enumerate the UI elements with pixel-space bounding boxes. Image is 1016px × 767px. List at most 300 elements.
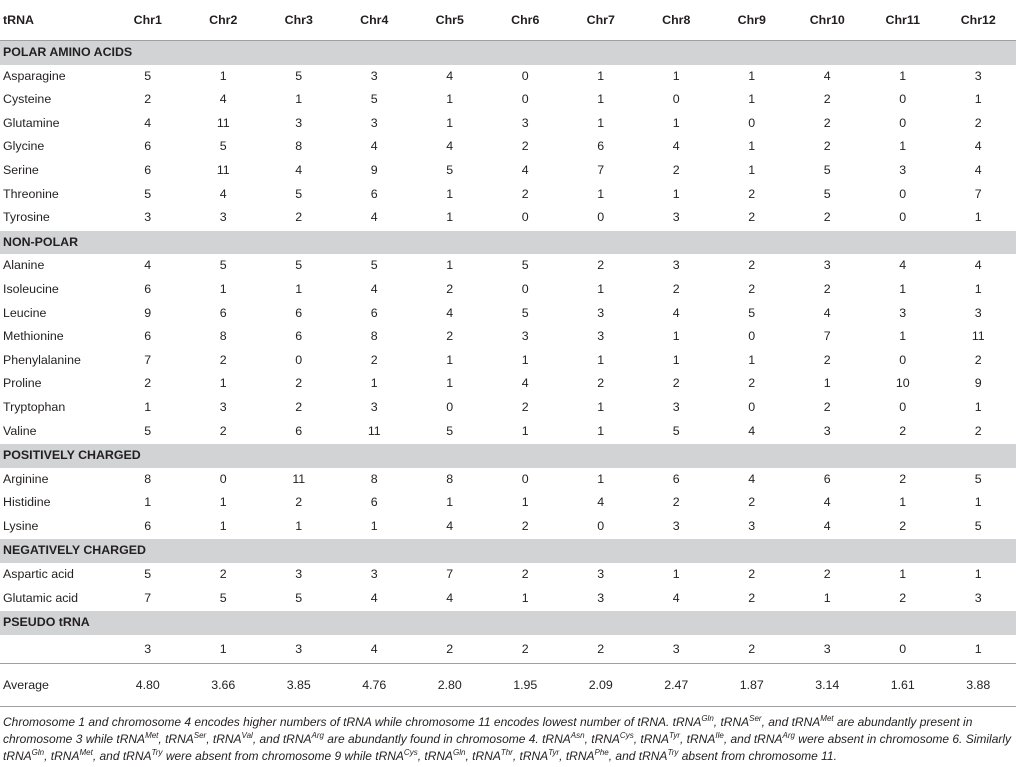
- table-row: [0, 183, 1016, 207]
- footnote-text: , tRNA: [206, 731, 242, 746]
- count-cell: 1: [219, 68, 227, 83]
- count-cell: 4: [974, 139, 982, 154]
- count-cell: 1: [446, 376, 454, 391]
- header-chr6: Chr6: [488, 0, 564, 41]
- count-cell: 1: [219, 281, 227, 296]
- count-cell: 6: [219, 305, 227, 320]
- count-cell: 7: [446, 567, 454, 582]
- count-cell: 1: [672, 329, 680, 344]
- count-cell: 2: [748, 210, 756, 225]
- count-cell: 6: [823, 471, 831, 486]
- count-cell: 1: [823, 376, 831, 391]
- count-cell: 3: [370, 399, 378, 414]
- count-cell: 1: [672, 115, 680, 130]
- count-cell: 1: [446, 210, 454, 225]
- count-cell: 3: [521, 329, 529, 344]
- count-cell: 2: [295, 495, 303, 510]
- average-cell: 3.66: [186, 663, 262, 706]
- table-row: [0, 112, 1016, 136]
- footnote-superscript: Gln: [701, 714, 714, 723]
- count-cell: 0: [899, 352, 907, 367]
- count-cell: 7: [144, 590, 152, 605]
- trna-name-cell: Alanine: [3, 258, 45, 273]
- table-row: [0, 88, 1016, 112]
- table-row: [0, 135, 1016, 159]
- count-cell: 3: [672, 210, 680, 225]
- count-cell: 4: [144, 115, 152, 130]
- count-cell: 1: [748, 92, 756, 107]
- count-cell: 5: [144, 423, 152, 438]
- trna-name-cell: Tryptophan: [3, 399, 66, 414]
- count-cell: 2: [748, 567, 756, 582]
- count-cell: 2: [748, 186, 756, 201]
- footnote-superscript: Arg: [782, 730, 795, 740]
- count-cell: 3: [370, 68, 378, 83]
- count-cell: 6: [295, 305, 303, 320]
- count-cell: 2: [899, 518, 907, 533]
- header-chr12: Chr12: [941, 0, 1016, 41]
- header-chr5: Chr5: [412, 0, 488, 41]
- count-cell: 5: [219, 139, 227, 154]
- count-cell: 2: [823, 139, 831, 154]
- count-cell: 4: [899, 258, 907, 273]
- count-cell: 4: [823, 305, 831, 320]
- count-cell: 1: [672, 186, 680, 201]
- count-cell: 1: [521, 590, 529, 605]
- count-cell: 3: [899, 305, 907, 320]
- count-cell: 5: [748, 305, 756, 320]
- footnote-text: , tRNA: [633, 731, 670, 746]
- count-cell: 1: [899, 567, 907, 582]
- average-label: Average: [0, 663, 110, 706]
- section-header-row: [0, 230, 1016, 254]
- count-cell: 5: [370, 92, 378, 107]
- count-cell: 1: [219, 641, 227, 656]
- footnote-superscript: Ser: [193, 730, 207, 740]
- average-cell: 4.80: [110, 663, 186, 706]
- count-cell: 1: [295, 518, 303, 533]
- trna-name-cell: Glutamine: [3, 115, 60, 130]
- count-cell: 3: [899, 162, 907, 177]
- count-cell: 1: [748, 162, 756, 177]
- table-row: [0, 491, 1016, 515]
- count-cell: 1: [521, 495, 529, 510]
- count-cell: 1: [446, 115, 454, 130]
- footnote-superscript: Cys: [619, 730, 634, 740]
- count-cell: 5: [446, 162, 454, 177]
- count-cell: 2: [597, 258, 605, 273]
- count-cell: 11: [367, 423, 381, 438]
- count-cell: 5: [823, 186, 831, 201]
- count-cell: 6: [144, 329, 152, 344]
- footnote-superscript: Arg: [311, 730, 324, 740]
- count-cell: 2: [748, 641, 756, 656]
- count-cell: 1: [219, 518, 227, 533]
- table-footnote: [3, 714, 1013, 764]
- trna-name-cell: Proline: [3, 376, 42, 391]
- count-cell: 6: [144, 162, 152, 177]
- count-cell: 2: [823, 399, 831, 414]
- count-cell: 1: [144, 399, 152, 414]
- count-cell: 10: [895, 376, 910, 391]
- table-row: [0, 468, 1016, 492]
- footnote-text: , tRNA: [584, 731, 620, 746]
- count-cell: 4: [823, 68, 831, 83]
- count-cell: 1: [974, 641, 982, 656]
- trna-name-cell: Aspartic acid: [3, 567, 74, 582]
- count-cell: 2: [974, 352, 982, 367]
- count-cell: 1: [295, 281, 303, 296]
- count-cell: 1: [597, 352, 605, 367]
- section-header-row: [0, 41, 1016, 65]
- count-cell: 8: [144, 471, 152, 486]
- count-cell: 11: [216, 162, 230, 177]
- count-cell: 4: [597, 495, 605, 510]
- count-cell: 0: [899, 115, 907, 130]
- count-cell: 2: [521, 641, 529, 656]
- average-cell: 1.87: [714, 663, 790, 706]
- count-cell: 2: [521, 518, 529, 533]
- count-cell: 3: [974, 305, 982, 320]
- section-header-row: [0, 444, 1016, 468]
- count-cell: 3: [219, 399, 227, 414]
- count-cell: 9: [370, 162, 378, 177]
- count-cell: 4: [672, 139, 680, 154]
- count-cell: 2: [370, 352, 378, 367]
- count-cell: 4: [974, 258, 982, 273]
- count-cell: 4: [672, 305, 680, 320]
- count-cell: 2: [446, 641, 454, 656]
- average-row: [0, 663, 1016, 706]
- average-cell: 1.61: [865, 663, 941, 706]
- count-cell: 1: [446, 258, 454, 273]
- count-cell: 1: [748, 68, 756, 83]
- count-cell: 1: [219, 495, 227, 510]
- count-cell: 1: [597, 423, 605, 438]
- table-row: [0, 278, 1016, 302]
- count-cell: 1: [974, 92, 982, 107]
- count-cell: 1: [144, 495, 152, 510]
- average-cell: 3.14: [790, 663, 866, 706]
- section-header-row: [0, 539, 1016, 563]
- header-chr3: Chr3: [261, 0, 337, 41]
- count-cell: 1: [446, 186, 454, 201]
- count-cell: 2: [823, 115, 831, 130]
- count-cell: 1: [672, 68, 680, 83]
- count-cell: 0: [521, 281, 529, 296]
- header-chr8: Chr8: [639, 0, 715, 41]
- count-cell: 2: [597, 641, 605, 656]
- trna-name-cell: Methionine: [3, 329, 64, 344]
- header-chr9: Chr9: [714, 0, 790, 41]
- table-row: [0, 635, 1016, 664]
- count-cell: 2: [295, 376, 303, 391]
- count-cell: 0: [521, 68, 529, 83]
- footnote-text: , and tRNA: [252, 731, 312, 746]
- footnote-text: were absent from chromosome 9 while tRNA: [162, 748, 404, 763]
- average-cell: 3.88: [941, 663, 1016, 706]
- count-cell: 0: [899, 641, 907, 656]
- header-trna: tRNA: [0, 0, 110, 41]
- count-cell: 2: [748, 376, 756, 391]
- count-cell: 8: [370, 329, 378, 344]
- header-chr1: Chr1: [110, 0, 186, 41]
- count-cell: 3: [672, 399, 680, 414]
- section-header-row: [0, 611, 1016, 635]
- count-cell: 1: [446, 92, 454, 107]
- count-cell: 1: [748, 352, 756, 367]
- count-cell: 5: [219, 590, 227, 605]
- footnote-text: , and tRNA: [761, 715, 821, 729]
- count-cell: 3: [672, 518, 680, 533]
- table-row: [0, 254, 1016, 278]
- trna-name-cell: Isoleucine: [3, 281, 59, 296]
- count-cell: 2: [295, 210, 303, 225]
- count-cell: 7: [597, 162, 605, 177]
- trna-name-cell: Valine: [3, 423, 37, 438]
- footnote-text: are abundantly found in chromosome 4. tRNA: [323, 731, 571, 746]
- header-chr2: Chr2: [186, 0, 262, 41]
- table-body: [0, 41, 1016, 707]
- footnote-superscript: Ser: [749, 714, 762, 723]
- count-cell: 4: [219, 92, 227, 107]
- count-cell: 6: [370, 305, 378, 320]
- count-cell: 0: [672, 92, 680, 107]
- count-cell: 1: [974, 399, 982, 414]
- count-cell: 2: [521, 186, 529, 201]
- footnote-text: are abundantly present in chromosome 3 while tRNA: [3, 715, 973, 746]
- footnote-text: , tRNA: [713, 715, 750, 729]
- trna-name-cell: [0, 635, 110, 664]
- count-cell: 3: [748, 518, 756, 533]
- count-cell: 6: [144, 139, 152, 154]
- section-title: POSITIVELY CHARGED: [0, 444, 1016, 468]
- count-cell: 11: [971, 329, 985, 344]
- count-cell: 1: [597, 68, 605, 83]
- count-cell: 5: [144, 68, 152, 83]
- average-cell: 2.80: [412, 663, 488, 706]
- count-cell: 0: [446, 399, 454, 414]
- count-cell: 2: [748, 281, 756, 296]
- footnote-superscript: Asn: [570, 730, 585, 740]
- count-cell: 5: [446, 423, 454, 438]
- count-cell: 2: [672, 162, 680, 177]
- count-cell: 5: [295, 186, 303, 201]
- count-cell: 2: [823, 352, 831, 367]
- footnote-superscript: Met: [145, 730, 159, 740]
- footnote-text: , tRNA: [417, 748, 454, 763]
- footnote-superscript: Try: [667, 747, 679, 757]
- count-cell: 2: [521, 567, 529, 582]
- count-cell: 1: [899, 139, 907, 154]
- count-cell: 2: [597, 376, 605, 391]
- count-cell: 2: [823, 92, 831, 107]
- header-chr4: Chr4: [337, 0, 413, 41]
- count-cell: 0: [899, 92, 907, 107]
- trna-name-cell: Serine: [3, 162, 39, 177]
- count-cell: 1: [597, 115, 605, 130]
- footnote-text: Chromosome 1 and chromosome 4 encodes higher numbers of tRNA while chromosome 11 encodes lowest number of tRNA. tRNA: [3, 715, 702, 729]
- count-cell: 5: [295, 590, 303, 605]
- footnote-text: , tRNA: [44, 748, 80, 763]
- table-row: [0, 325, 1016, 349]
- count-cell: 2: [521, 139, 529, 154]
- count-cell: 3: [597, 329, 605, 344]
- footnote-superscript: Met: [820, 714, 834, 723]
- footnote-text: , tRNA: [512, 748, 549, 763]
- count-cell: 0: [521, 92, 529, 107]
- count-cell: 2: [974, 423, 982, 438]
- count-cell: 8: [446, 471, 454, 486]
- count-cell: 2: [672, 376, 680, 391]
- header-chr10: Chr10: [790, 0, 866, 41]
- count-cell: 8: [370, 471, 378, 486]
- count-cell: 2: [144, 376, 152, 391]
- count-cell: 3: [597, 567, 605, 582]
- average-cell: 2.09: [563, 663, 639, 706]
- count-cell: 4: [521, 376, 529, 391]
- count-cell: 5: [295, 68, 303, 83]
- count-cell: 3: [144, 641, 152, 656]
- trna-name-cell: Glutamic acid: [3, 590, 79, 605]
- count-cell: 1: [370, 376, 378, 391]
- table-row: [0, 65, 1016, 89]
- trna-name-cell: Histidine: [3, 495, 51, 510]
- count-cell: 0: [899, 210, 907, 225]
- count-cell: 3: [672, 258, 680, 273]
- table-row: [0, 302, 1016, 326]
- trna-name-cell: Leucine: [3, 305, 47, 320]
- count-cell: 4: [144, 258, 152, 273]
- section-title: NON-POLAR: [0, 230, 1016, 254]
- table-row: [0, 396, 1016, 420]
- count-cell: 4: [295, 162, 303, 177]
- count-cell: 6: [144, 281, 152, 296]
- table-header: [0, 0, 1016, 41]
- table-row: [0, 420, 1016, 444]
- count-cell: 1: [974, 281, 982, 296]
- count-cell: 4: [446, 518, 454, 533]
- count-cell: 4: [446, 68, 454, 83]
- count-cell: 1: [672, 352, 680, 367]
- count-cell: 7: [144, 352, 152, 367]
- count-cell: 4: [219, 186, 227, 201]
- count-cell: 0: [899, 399, 907, 414]
- average-cell: 2.47: [639, 663, 715, 706]
- count-cell: 2: [672, 281, 680, 296]
- count-cell: 1: [974, 210, 982, 225]
- section-title: POLAR AMINO ACIDS: [0, 41, 1016, 65]
- count-cell: 4: [370, 210, 378, 225]
- count-cell: 5: [295, 258, 303, 273]
- count-cell: 11: [216, 115, 230, 130]
- count-cell: 1: [899, 495, 907, 510]
- count-cell: 1: [370, 518, 378, 533]
- count-cell: 6: [370, 495, 378, 510]
- count-cell: 3: [597, 590, 605, 605]
- footnote-text: absent from chromosome 11.: [678, 748, 837, 763]
- footnote-text: , and tRNA: [92, 748, 152, 763]
- count-cell: 2: [446, 329, 454, 344]
- count-cell: 1: [219, 376, 227, 391]
- count-cell: 5: [974, 518, 982, 533]
- footnote-text: , tRNA: [680, 731, 716, 746]
- count-cell: 5: [521, 258, 529, 273]
- table-row: [0, 515, 1016, 539]
- count-cell: 3: [295, 567, 303, 582]
- count-cell: 6: [295, 329, 303, 344]
- count-cell: 11: [292, 471, 306, 486]
- count-cell: 1: [974, 495, 982, 510]
- count-cell: 4: [748, 423, 756, 438]
- header-chr7: Chr7: [563, 0, 639, 41]
- table-row: [0, 587, 1016, 611]
- count-cell: 2: [823, 567, 831, 582]
- count-cell: 4: [823, 518, 831, 533]
- count-cell: 0: [748, 399, 756, 414]
- count-cell: 4: [370, 139, 378, 154]
- count-cell: 9: [144, 305, 152, 320]
- count-cell: 2: [899, 590, 907, 605]
- count-cell: 0: [748, 329, 756, 344]
- footnote-superscript: Phe: [594, 747, 609, 757]
- table-row: [0, 372, 1016, 396]
- count-cell: 2: [748, 258, 756, 273]
- count-cell: 2: [899, 423, 907, 438]
- footnote-superscript: Tyr: [548, 747, 560, 757]
- count-cell: 1: [974, 567, 982, 582]
- footnote-text: , and tRNA: [723, 731, 783, 746]
- count-cell: 5: [144, 567, 152, 582]
- footnote-superscript: Gln: [453, 747, 466, 757]
- count-cell: 2: [823, 281, 831, 296]
- footnote-superscript: Tyr: [669, 730, 681, 740]
- average-cell: 3.85: [261, 663, 337, 706]
- table-row: [0, 563, 1016, 587]
- footnote-text: , tRNA: [465, 748, 501, 763]
- trna-name-cell: Threonine: [3, 186, 59, 201]
- count-cell: 3: [672, 641, 680, 656]
- count-cell: 1: [521, 423, 529, 438]
- count-cell: 2: [144, 92, 152, 107]
- count-cell: 8: [295, 139, 303, 154]
- count-cell: 2: [219, 352, 227, 367]
- count-cell: 3: [597, 305, 605, 320]
- trna-name-cell: Lysine: [3, 518, 39, 533]
- count-cell: 0: [295, 352, 303, 367]
- trna-name-cell: Tyrosine: [3, 210, 50, 225]
- count-cell: 4: [974, 162, 982, 177]
- count-cell: 2: [219, 423, 227, 438]
- footnote-superscript: Gln: [31, 747, 45, 757]
- count-cell: 2: [295, 399, 303, 414]
- average-cell: 1.95: [488, 663, 564, 706]
- count-cell: 0: [597, 518, 605, 533]
- header-row: [0, 0, 1016, 41]
- table-row: [0, 159, 1016, 183]
- count-cell: 1: [446, 352, 454, 367]
- count-cell: 3: [295, 641, 303, 656]
- count-cell: 2: [748, 495, 756, 510]
- count-cell: 4: [446, 590, 454, 605]
- count-cell: 3: [521, 115, 529, 130]
- table-row: [0, 349, 1016, 373]
- count-cell: 4: [370, 590, 378, 605]
- count-cell: 2: [521, 399, 529, 414]
- footnote-superscript: Thr: [500, 747, 513, 757]
- count-cell: 1: [295, 92, 303, 107]
- count-cell: 4: [370, 281, 378, 296]
